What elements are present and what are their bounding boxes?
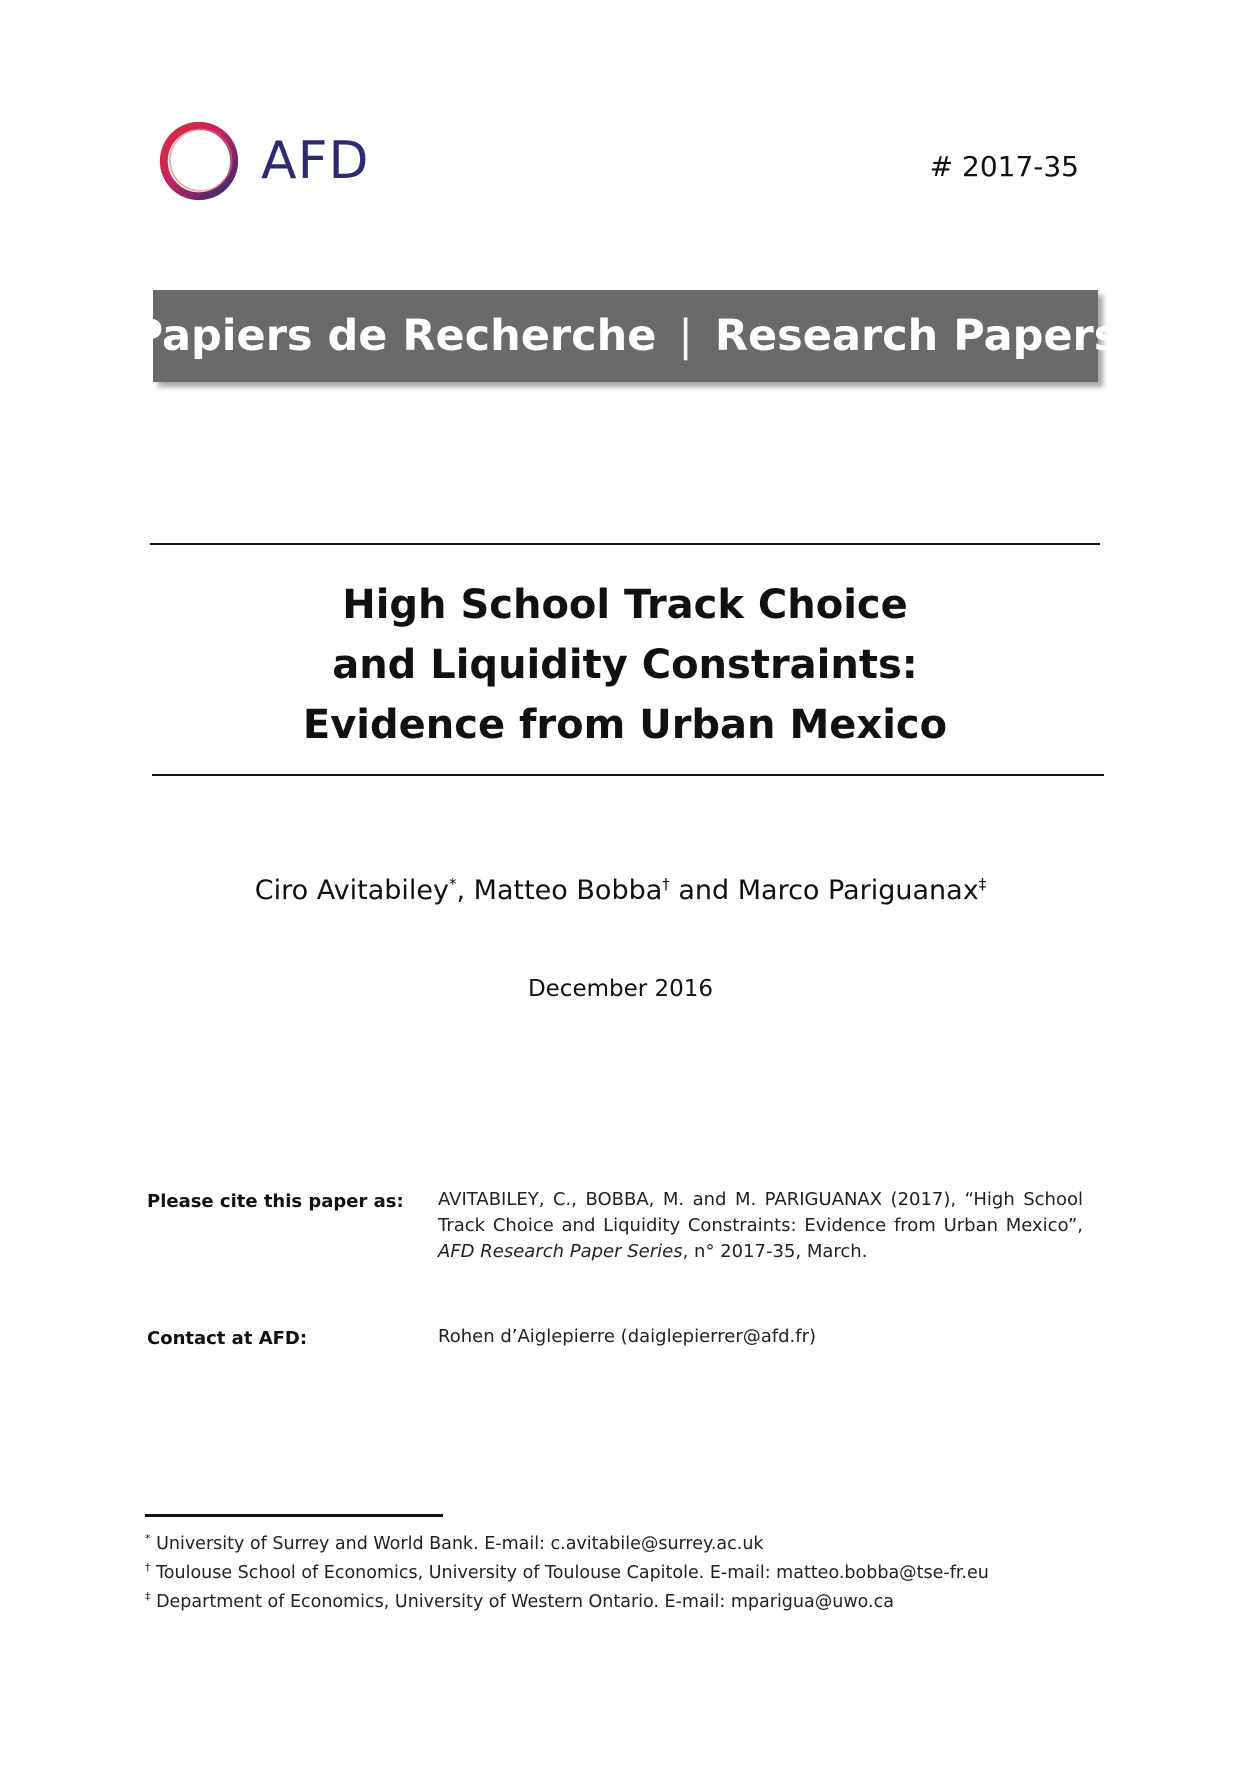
author-1: Ciro Avitabiley xyxy=(254,875,449,906)
citation-text xyxy=(438,1187,1083,1265)
title-line-2: and Liquidity Constraints: xyxy=(332,642,918,688)
publication-date: December 2016 xyxy=(527,976,714,1002)
paper-number: # 2017-35 xyxy=(929,150,1079,183)
footnote xyxy=(145,1527,1095,1556)
author-sep-2: and xyxy=(669,875,738,906)
contact-text: Rohen d’Aiglepierre (daiglepierrer@afd.fr) xyxy=(438,1326,816,1347)
series-separator: | xyxy=(678,311,693,361)
footnotes xyxy=(145,1527,1095,1613)
author-2: Matteo Bobba xyxy=(473,875,663,906)
contact-label: Contact at AFD: xyxy=(147,1328,308,1349)
footnote xyxy=(145,1585,1095,1614)
series-english: Research Papers xyxy=(714,311,1120,361)
footnote xyxy=(145,1556,1095,1585)
citation-end: , n° 2017-35, March. xyxy=(682,1241,868,1262)
title-rule-bottom xyxy=(152,774,1104,776)
author-2-mark: † xyxy=(662,875,670,893)
title-line-3: Evidence from Urban Mexico xyxy=(302,702,948,748)
footnote-mark: * xyxy=(145,1532,151,1545)
footnote-text: Department of Economics, University of Western Ontario. E-mail: mpariguа@uwo.ca xyxy=(150,1591,894,1612)
title-line-1: High School Track Choice xyxy=(342,582,908,628)
footnote-text: Toulouse School of Economics, University of Toulouse Capitole. E-mail: matteo.bobba@tse-fr.eu xyxy=(150,1562,989,1583)
citation-label: Please cite this paper as: xyxy=(147,1191,404,1212)
series-french: Papiers de Recherche xyxy=(131,311,657,361)
title-rule-top xyxy=(150,543,1100,545)
logo-text: AFD xyxy=(261,131,370,191)
author-3: Marco Pariguanax xyxy=(737,875,979,906)
footnote-mark: † xyxy=(145,1560,151,1574)
afd-ring-logo-icon xyxy=(155,117,243,205)
author-1-mark: * xyxy=(449,875,457,893)
footnote-mark: ‡ xyxy=(145,1589,151,1603)
afd-logo xyxy=(155,116,370,206)
footnote-text: University of Surrey and World Bank. E-mail: c.avitabile@surrey.ac.uk xyxy=(150,1533,764,1554)
author-sep-1: , xyxy=(456,875,474,906)
footnote-rule xyxy=(145,1514,443,1517)
author-3-mark: ‡ xyxy=(978,875,987,893)
paper-title xyxy=(150,575,1100,755)
series-banner xyxy=(131,290,1120,382)
authors xyxy=(0,875,1241,906)
citation-main: AVITABILEY, C., BOBBA, M. and M. PARIGUANAX (2017), “High School Track Choice and Liquidity Constraints: Evidence from Urban Mexico”, xyxy=(438,1189,1083,1236)
citation-series: AFD Research Paper Series xyxy=(438,1241,683,1262)
